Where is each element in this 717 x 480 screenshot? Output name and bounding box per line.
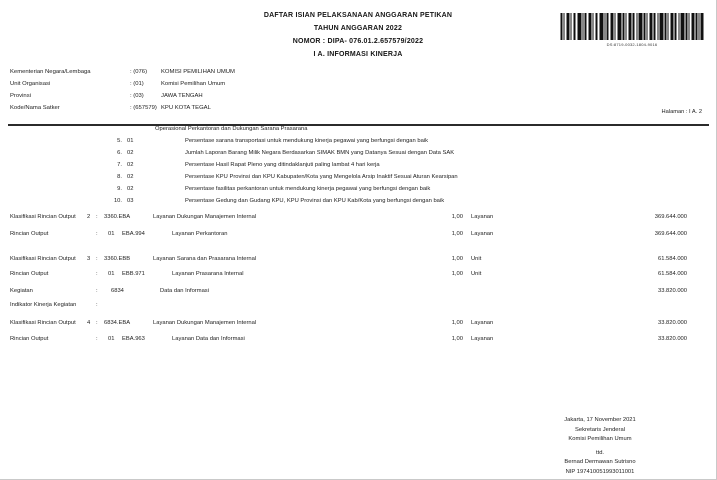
signature-name: Bernad Dermawan Sutrisno <box>564 459 636 466</box>
row-desc: Layanan Prasarana Internal <box>172 271 244 277</box>
row-label: Indikator Kinerja Kegiatan <box>10 302 77 308</box>
row-code: 01 <box>108 271 115 277</box>
indicator-item <box>0 198 716 206</box>
row-label: Rincian Output <box>10 336 49 342</box>
indicator-item <box>0 138 716 146</box>
barcode-icon <box>560 13 704 41</box>
row-amount: 369.644.000 <box>654 214 687 220</box>
section-title: I A. INFORMASI KINERJA <box>313 51 403 58</box>
info-row-satker <box>10 105 211 114</box>
row-desc: Layanan Dukungan Manajemen Internal <box>153 214 257 220</box>
row-code: 6834 <box>111 288 124 294</box>
indicator-code: 02 <box>127 174 134 180</box>
row-unit: Unit <box>471 271 482 277</box>
kro-row-2 <box>0 214 716 223</box>
row-desc: Data dan Informasi <box>160 288 209 294</box>
barcode-label: DS:8719-0032-1804-9016 <box>606 42 658 47</box>
row-amount: 369.644.000 <box>654 231 687 237</box>
info-value: KOMISI PEMILIHAN UMUM <box>161 69 235 75</box>
info-row-unit-organisasi <box>10 81 225 90</box>
colon: : <box>96 231 98 237</box>
info-value: Komisi Pemilihan Umum <box>161 81 226 87</box>
kegiatan-row <box>0 288 716 297</box>
indicator-text: Persentase sarana transportasi untuk mendukung kinerja pegawai yang berfungsi dengan baik <box>185 138 428 144</box>
colon: : <box>96 256 98 262</box>
colon: : <box>96 320 98 326</box>
row-unit: Layanan <box>471 231 494 237</box>
header-divider <box>8 124 709 126</box>
colon: : <box>96 271 98 277</box>
row-qty: 1,00 <box>451 320 463 326</box>
row-amount: 33.820.000 <box>657 320 687 326</box>
fiscal-year-title: TAHUN ANGGARAN 2022 <box>313 25 403 32</box>
signature-org: Komisi Pemilihan Umum <box>568 436 632 443</box>
indicator-no: 8. <box>117 174 122 180</box>
row-num: 4 <box>87 320 91 326</box>
row-num: 2 <box>87 214 91 220</box>
info-value: KPU KOTA TEGAL <box>161 105 211 111</box>
indicator-no: 10. <box>113 198 122 204</box>
indicator-item <box>0 150 716 158</box>
row-qty: 1,00 <box>451 256 463 262</box>
info-code: : (01) <box>130 81 144 87</box>
page-number-label: Halaman : I A. 2 <box>661 109 702 115</box>
row-code2: EBA.994 <box>122 231 145 237</box>
row-code2: EBA.963 <box>122 336 145 342</box>
info-code: : (03) <box>130 93 144 99</box>
indicator-code: 03 <box>127 198 134 204</box>
row-amount: 61.584.000 <box>657 271 687 277</box>
row-label: Kegiatan <box>10 288 33 294</box>
indicator-code: 02 <box>127 150 134 156</box>
row-unit: Layanan <box>471 336 494 342</box>
signature-block <box>520 416 680 478</box>
document-title: DAFTAR ISIAN PELAKSANAAN ANGGARAN PETIKAN <box>263 12 453 19</box>
row-unit: Layanan <box>471 320 494 326</box>
signature-place-date: Jakarta, 17 November 2021 <box>564 417 636 423</box>
indicator-no: 9. <box>117 186 122 192</box>
indicator-item <box>0 162 716 170</box>
indicator-item <box>0 186 716 194</box>
indicator-text: Persentase KPU Provinsi dan KPU Kabupaten/Kota yang Mengelola Arsip Inaktif Sesuai Aturan Kearsipan <box>185 174 458 180</box>
barcode <box>560 13 704 47</box>
info-label: Kementerian Negara/Lembaga <box>10 69 91 75</box>
row-code: 6834.EBA <box>104 320 131 326</box>
signature-title: Sekretaris Jenderal <box>575 426 625 433</box>
info-code: : (657579) <box>130 105 157 111</box>
info-label: Kode/Nama Satker <box>10 105 60 111</box>
row-label: Klasifikasi Rincian Output <box>10 214 76 220</box>
info-label: Unit Organisasi <box>10 81 51 87</box>
indicator-text: Persentase fasilitas perkantoran untuk mendukung kinerja pegawai yang berfungsi dengan baik <box>185 186 431 192</box>
info-row-provinsi <box>10 93 203 102</box>
document-number: NOMOR : DIPA- 076.01.2.657579/2022 <box>292 38 424 45</box>
colon: : <box>96 288 98 294</box>
info-row-kementerian <box>10 69 235 78</box>
row-num: 3 <box>87 256 91 262</box>
row-label: Rincian Output <box>10 231 49 237</box>
row-label: Rincian Output <box>10 271 49 277</box>
info-value: JAWA TENGAH <box>161 93 203 99</box>
signature-ttd: ttd. <box>595 449 605 456</box>
indicator-code: 02 <box>127 186 134 192</box>
indicator-no: 6. <box>117 150 122 156</box>
row-label: Klasifikasi Rincian Output <box>10 256 76 262</box>
row-amount: 33.820.000 <box>657 288 687 294</box>
indicator-group-title: Operasional Perkantoran dan Dukungan Sarana Prasarana <box>155 126 308 132</box>
signature-nip: NIP 197410051993011001 <box>565 468 635 475</box>
indicator-no: 7. <box>117 162 122 168</box>
row-code: 3360.EBA <box>104 214 131 220</box>
row-qty: 1,00 <box>451 214 463 220</box>
kro-row-3 <box>0 256 716 265</box>
indicator-item <box>0 174 716 182</box>
indicator-no: 5. <box>117 138 122 144</box>
row-desc: Layanan Sarana dan Prasarana Internal <box>153 256 257 262</box>
kro-row-4 <box>0 320 716 329</box>
row-code: 01 <box>108 231 115 237</box>
row-qty: 1,00 <box>451 336 463 342</box>
colon: : <box>96 336 98 342</box>
indicator-text: Jumlah Laporan Barang Milik Negara Berdasarkan SIMAK BMN yang Datanya Sesuai dengan Data SAK <box>185 150 455 156</box>
row-desc: Layanan Data dan Informasi <box>172 336 245 342</box>
row-desc: Layanan Perkantoran <box>172 231 228 237</box>
colon: : <box>96 214 98 220</box>
rincian-output-row <box>0 336 716 345</box>
info-code: : (076) <box>130 69 148 75</box>
row-amount: 33.820.000 <box>657 336 687 342</box>
rincian-output-row <box>0 231 716 240</box>
row-unit: Unit <box>471 256 482 262</box>
row-label: Klasifikasi Rincian Output <box>10 320 76 326</box>
row-qty: 1,00 <box>451 231 463 237</box>
indicator-code: 02 <box>127 162 134 168</box>
info-label: Provinsi <box>10 93 31 99</box>
row-code: 3360.EBB <box>104 256 131 262</box>
row-code: 01 <box>108 336 115 342</box>
colon: : <box>96 302 98 308</box>
row-desc: Layanan Dukungan Manajemen Internal <box>153 320 257 326</box>
indikator-kinerja-row <box>0 302 716 311</box>
row-qty: 1,00 <box>451 271 463 277</box>
indicator-text: Persentase Hasil Rapat Pleno yang ditindaklanjuti paling lambat 4 hari kerja <box>185 162 380 168</box>
rincian-output-row <box>0 271 716 280</box>
row-code2: EBB.971 <box>122 271 145 277</box>
indicator-text: Persentase Gedung dan Gudang KPU, KPU Provinsi dan KPU Kab/Kota yang berfungsi dengan baik <box>185 198 445 204</box>
row-unit: Layanan <box>471 214 494 220</box>
indicator-code: 01 <box>127 138 134 144</box>
row-amount: 61.584.000 <box>657 256 687 262</box>
